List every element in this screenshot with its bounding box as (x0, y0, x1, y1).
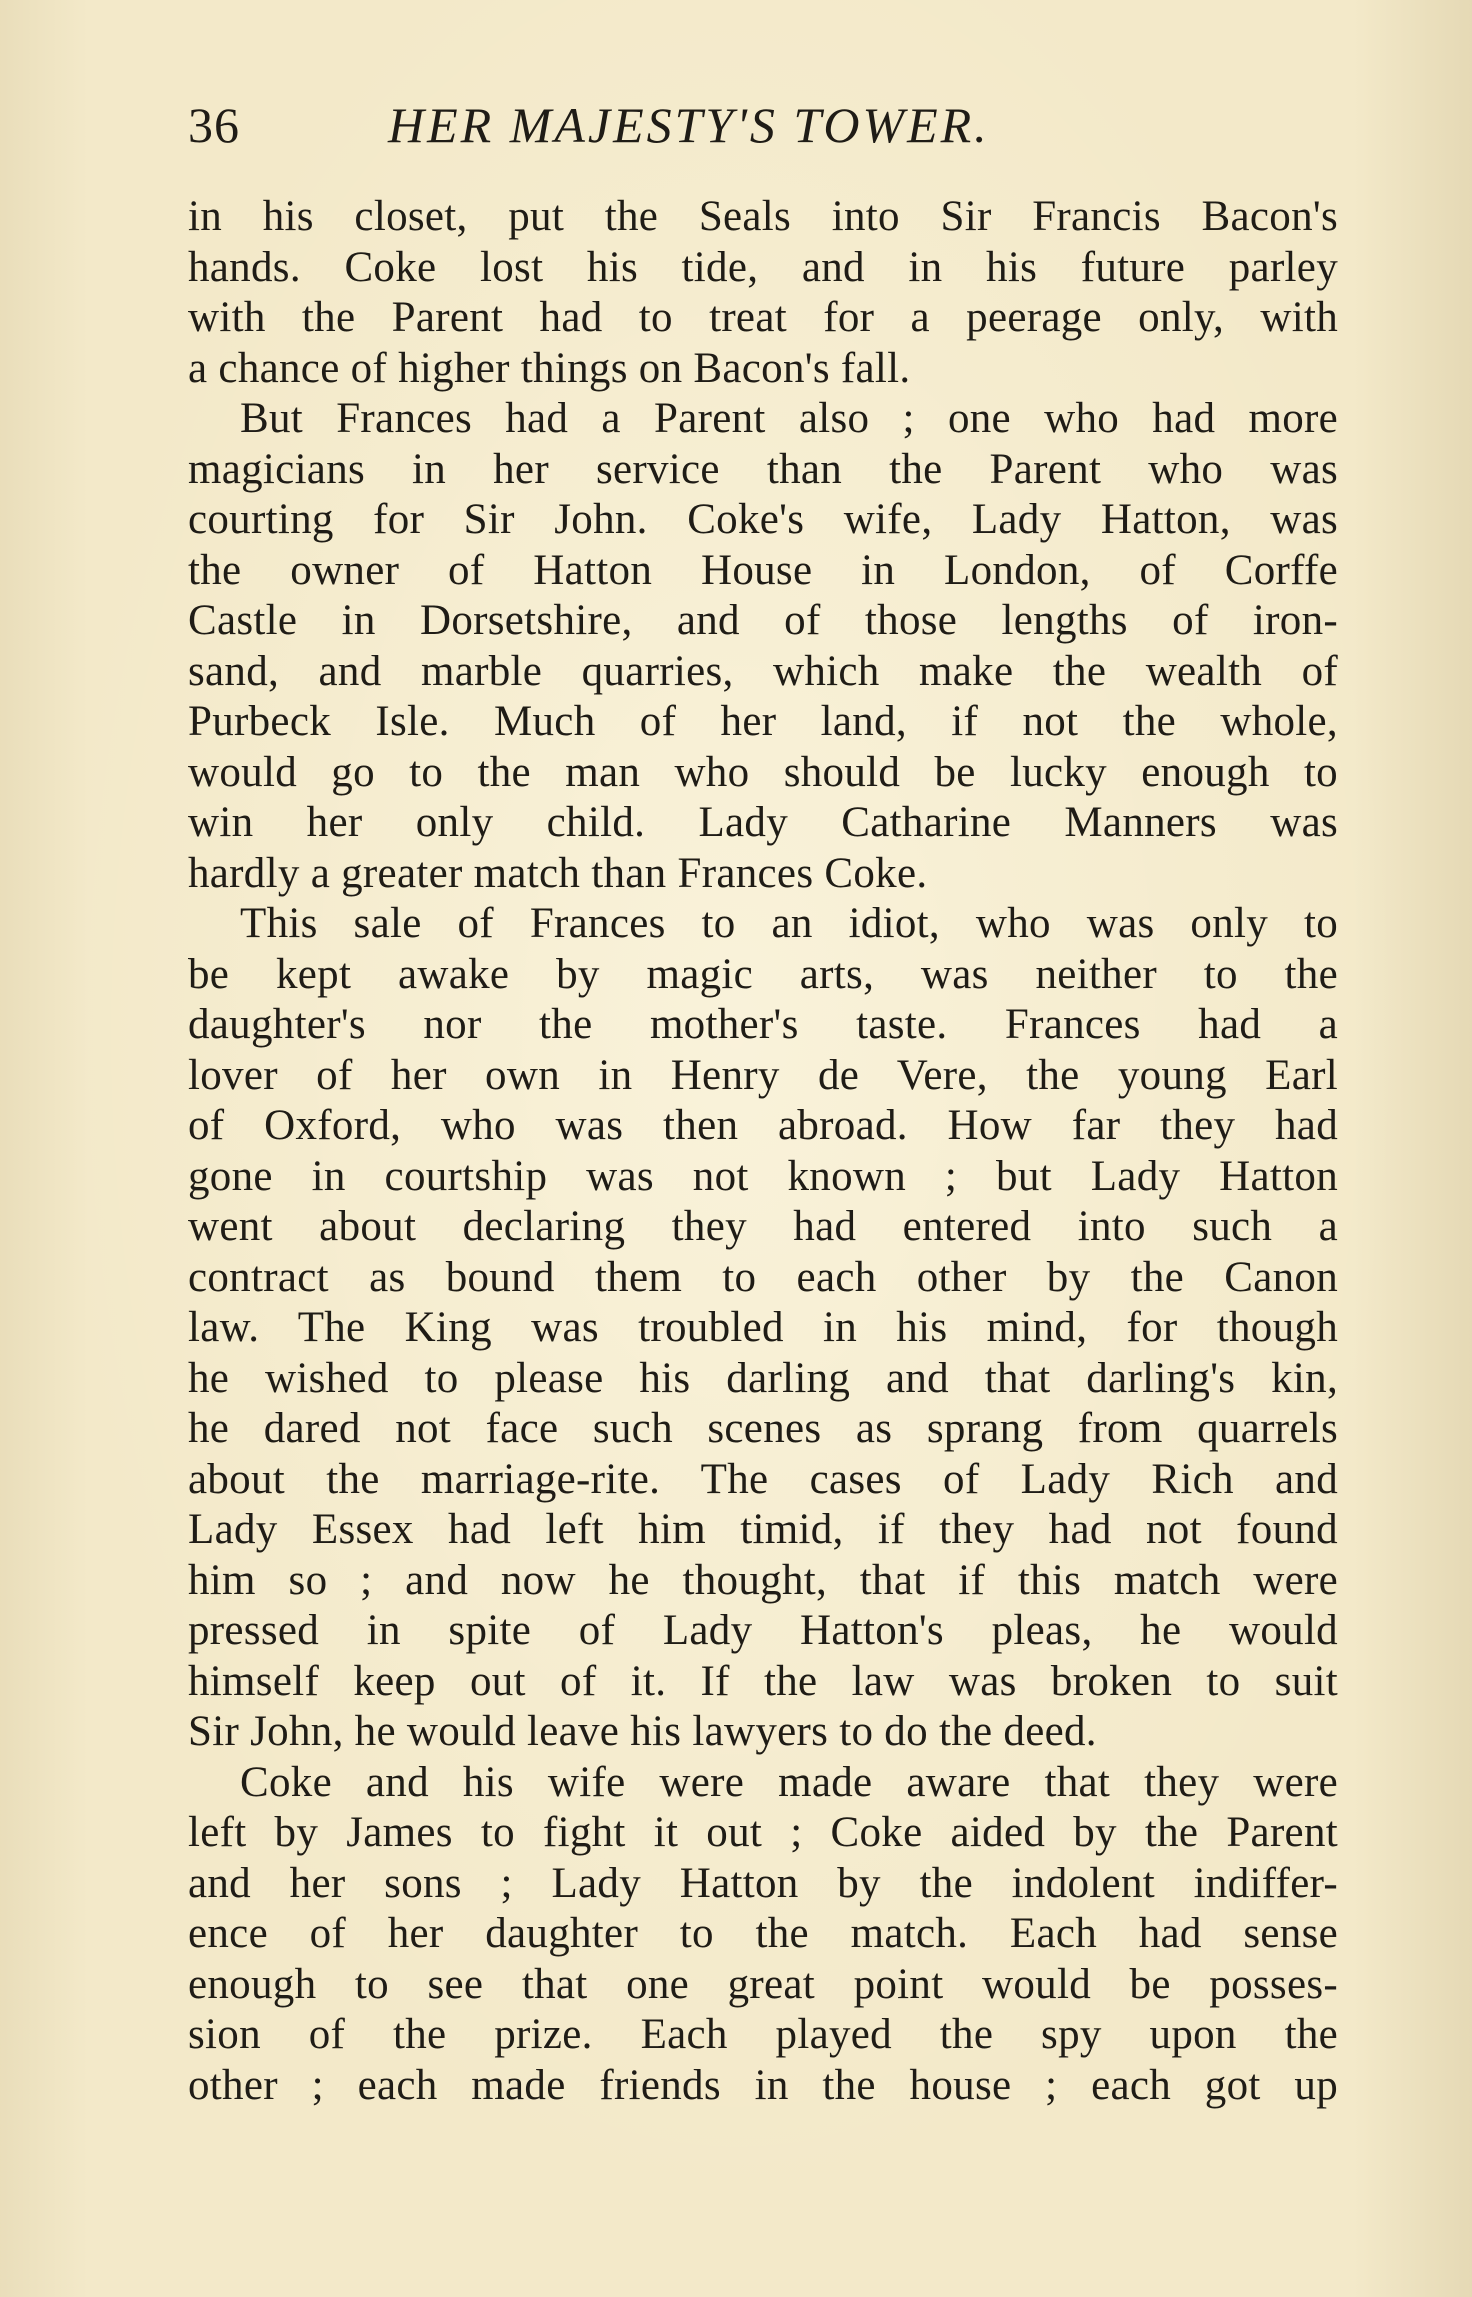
text-line: magicians in her service than the Parent who was (188, 445, 1338, 493)
text-line: hardly a greater match than Frances Coke. (188, 849, 928, 897)
text-line: daughter's nor the mother's taste. Frances had a (188, 1001, 1338, 1048)
paragraph-start-line: Coke and his wife were made aware that they were (240, 1758, 1338, 1806)
text-line: Castle in Dorsetshire, and of those lengths of iron- (188, 597, 1338, 644)
text-line: of Oxford, who was then abroad. How far they had (188, 1102, 1338, 1149)
text-line: courting for Sir John. Coke's wife, Lady Hatton, was (188, 496, 1338, 543)
text-line: would go to the man who should be lucky enough to (188, 748, 1338, 796)
body-text (188, 192, 1338, 2111)
text-line: ence of her daughter to the match. Each had sense (188, 1910, 1338, 1957)
text-line: left by James to fight it out ; Coke aided by the Parent (188, 1809, 1338, 1856)
paragraph-start-line: But Frances had a Parent also ; one who had more (240, 395, 1338, 442)
text-line: be kept awake by magic arts, was neither to the (188, 950, 1338, 998)
page-number: 36 (188, 97, 240, 153)
text-line: the owner of Hatton House in London, of Corffe (188, 546, 1338, 594)
running-title: HER MAJESTY'S TOWER. (388, 97, 990, 153)
text-line: and her sons ; Lady Hatton by the indolent indiffer- (188, 1859, 1338, 1907)
text-line: law. The King was troubled in his mind, for though (188, 1304, 1338, 1351)
text-line: hands. Coke lost his tide, and in his future parley (188, 243, 1338, 291)
text-line: enough to see that one great point would be posses- (188, 1960, 1338, 2008)
text-line: went about declaring they had entered into such a (188, 1203, 1338, 1250)
text-line: Purbeck Isle. Much of her land, if not the whole, (188, 698, 1338, 745)
text-line: himself keep out of it. If the law was broken to suit (188, 1657, 1338, 1705)
text-line: other ; each made friends in the house ; each got up (188, 2061, 1338, 2109)
text-line: he wished to please his darling and that darling's kin, (188, 1354, 1338, 1402)
text-line: sand, and marble quarries, which make the wealth of (188, 647, 1338, 695)
text-line: pressed in spite of Lady Hatton's pleas, he would (188, 1607, 1338, 1654)
text-line: he dared not face such scenes as sprang from quarrels (188, 1405, 1338, 1452)
text-line: lover of her own in Henry de Vere, the young Earl (188, 1051, 1338, 1099)
text-line: in his closet, put the Seals into Sir Francis Bacon's (188, 193, 1338, 240)
text-line: about the marriage-rite. The cases of Lady Rich and (188, 1455, 1338, 1503)
text-line: contract as bound them to each other by the Canon (188, 1253, 1338, 1301)
text-line: Lady Essex had left him timid, if they had not found (188, 1506, 1338, 1553)
text-line: sion of the prize. Each played the spy upon the (188, 2011, 1338, 2058)
text-line: win her only child. Lady Catharine Manners was (188, 799, 1338, 846)
text-line: gone in courtship was not known ; but Lady Hatton (188, 1152, 1338, 1200)
text-line: him so ; and now he thought, that if this match were (188, 1556, 1338, 1604)
text-line: a chance of higher things on Bacon's fall. (188, 344, 911, 392)
page-header (188, 96, 1338, 166)
text-line: Sir John, he would leave his lawyers to do the deed. (188, 1708, 1097, 1755)
paragraph-start-line: This sale of Frances to an idiot, who was only to (240, 900, 1338, 947)
text-line: with the Parent had to treat for a peerage only, with (188, 294, 1338, 341)
